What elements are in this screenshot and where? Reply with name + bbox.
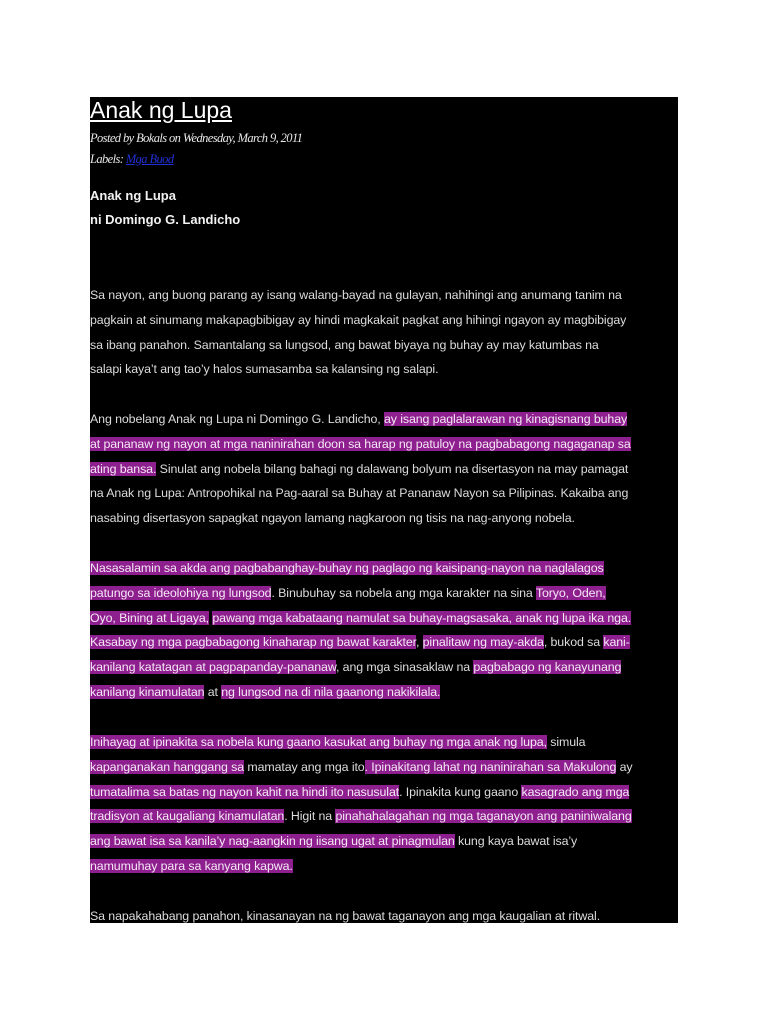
- highlighted-text: kasagrado ang mga: [521, 784, 630, 799]
- highlighted-text: kanilang kinamulatan: [90, 684, 205, 699]
- paragraph-line: [90, 432, 678, 457]
- paragraph-line: [90, 457, 678, 482]
- highlighted-text: namumuhay para sa kanyang kapwa.: [90, 858, 293, 873]
- article-paragraph: [90, 904, 678, 923]
- paragraph-line: [90, 829, 678, 854]
- text-segment: ,: [415, 635, 423, 650]
- paragraph-line: [90, 333, 678, 358]
- highlighted-text: pagbabago ng kanayunang: [473, 660, 622, 675]
- paragraph-line: [90, 283, 678, 308]
- text-segment: pagkain at sinumang makapagbibigay ay hindi magkakait pagkat ang hihingi ngayon ay magbibigay: [90, 312, 627, 327]
- paragraph-line: [90, 780, 678, 805]
- text-segment: . Higit na: [284, 809, 336, 824]
- text-segment: sa ibang panahon. Samantalang sa lungsod, ang bawat biyaya ng buhay ay may katumbas na: [90, 337, 599, 352]
- paragraph-line: [90, 655, 678, 680]
- paragraph-line: [90, 730, 678, 755]
- text-segment: . Ipinakita kung gaano: [399, 784, 522, 799]
- paragraph-line: [90, 630, 678, 655]
- article-paragraph: [90, 556, 678, 705]
- highlighted-text: patungo sa ideolohiya ng lungsod: [90, 585, 272, 600]
- paragraph-line: [90, 804, 678, 829]
- post-title[interactable]: Anak ng Lupa: [90, 97, 232, 123]
- paragraph-line: [90, 581, 678, 606]
- text-segment: Sa napakahabang panahon, kinasanayan na ng bawat taganayon ang mga kaugalian at ritwal.: [90, 909, 601, 923]
- highlighted-text: . Ipinakitang lahat ng naninirahan sa Makulong: [364, 759, 617, 774]
- text-segment: at: [204, 684, 222, 699]
- highlighted-text: ang bawat isa sa kanila’y nag-aangkin ng iisang ugat at pinagmulan: [90, 834, 455, 849]
- text-segment: , bukod sa: [543, 635, 604, 650]
- article-heading-author: ni Domingo G. Landicho: [90, 212, 241, 227]
- highlighted-text: Toryo, Oden,: [535, 585, 606, 600]
- highlighted-text: at pananaw ng nayon at mga naninirahan doon sa harap ng patuloy na pagbabagong nagaganap sa: [90, 436, 631, 451]
- article-paragraph: [90, 407, 678, 531]
- paragraph-line: [90, 308, 678, 333]
- labels-link[interactable]: Mga Buod: [125, 152, 174, 166]
- labels-line: [90, 151, 173, 167]
- labels-prefix: Labels:: [90, 152, 124, 166]
- text-segment: ay: [616, 759, 633, 774]
- paragraph-line: [90, 357, 678, 382]
- article-paragraph: [90, 730, 678, 879]
- highlighted-text: ating bansa.: [90, 461, 157, 476]
- paragraph-line: [90, 755, 678, 780]
- paragraph-line: [90, 606, 678, 631]
- highlighted-text: pawang mga kabataang namulat sa buhay-magsasaka, anak ng lupa ika nga.: [212, 610, 632, 625]
- text-segment: mamatay ang mga ito: [244, 759, 365, 774]
- highlighted-text: Oyo, Bining at Ligaya,: [90, 610, 210, 625]
- text-segment: simula: [546, 735, 586, 749]
- text-segment: Ang nobelang Anak ng Lupa ni Domingo G. Landicho,: [90, 412, 384, 426]
- text-segment: Sinulat ang nobela bilang bahagi ng dalawang bolyum na disertasyon na may pamagat: [156, 461, 629, 476]
- paragraph-line: [90, 680, 678, 705]
- article-paragraph: [90, 283, 678, 382]
- highlighted-text: Nasasalamin sa akda ang pagbabanghay-buhay ng paglago ng kaisipang-nayon na naglalagos: [90, 561, 604, 575]
- highlighted-text: pinahahalagahan ng mga taganayon ang paniniwalang: [335, 809, 632, 824]
- paragraph-line: [90, 481, 678, 506]
- paragraph-line: [90, 506, 678, 531]
- highlighted-text: ay isang paglalarawan ng kinagisnang buhay: [383, 412, 628, 426]
- highlighted-text: kapanganakan hanggang sa: [90, 759, 245, 774]
- article-heading-title: Anak ng Lupa: [90, 188, 176, 203]
- text-segment: nasabing disertasyon sapagkat ngayon lamang nagkaroon ng tisis na nag-anyong nobela.: [90, 511, 575, 526]
- paragraph-line: [90, 556, 678, 581]
- paragraph-line: [90, 407, 678, 432]
- text-segment: . Binubuhay sa nobela ang mga karakter na sina: [271, 585, 536, 600]
- posted-by-line: Posted by Bokals on Wednesday, March 9, 2011: [90, 131, 303, 145]
- text-segment: salapi kaya’t ang tao’y halos sumasamba sa kalansing ng salapi.: [90, 362, 439, 377]
- text-segment: Sa nayon, ang buong parang ay isang walang-bayad na gulayan, nahihingi ang anumang tanim na: [90, 288, 622, 302]
- paragraph-line: [90, 904, 678, 923]
- highlighted-text: kani-: [603, 635, 630, 650]
- highlighted-text: Inihayag at ipinakita sa nobela kung gaano kasukat ang buhay ng mga anak ng lupa,: [90, 735, 547, 749]
- paragraph-line: [90, 854, 678, 879]
- text-segment: kung kaya bawat isa’y: [454, 834, 578, 849]
- highlighted-text: tumatalima sa batas ng nayon kahit na hindi ito nasusulat: [90, 784, 400, 799]
- text-segment: na Anak ng Lupa: Antropohikal na Pag-aaral sa Buhay at Pananaw Nayon sa Pilipinas. Kakaiba ang: [90, 486, 629, 501]
- text-segment: , ang mga sinasaklaw na: [336, 660, 474, 675]
- document-page: [90, 97, 678, 923]
- highlighted-text: Kasabay ng mga pagbabagong kinaharap ng bawat karakter: [90, 635, 416, 650]
- highlighted-text: ng lungsod na di nila gaanong nakikilala.: [221, 684, 441, 699]
- highlighted-text: kanilang katatagan at pagpapanday-pananaw: [90, 660, 336, 675]
- highlighted-text: pinalitaw ng may-akda: [422, 635, 544, 650]
- highlighted-text: tradisyon at kaugaliang kinamulatan: [90, 809, 285, 824]
